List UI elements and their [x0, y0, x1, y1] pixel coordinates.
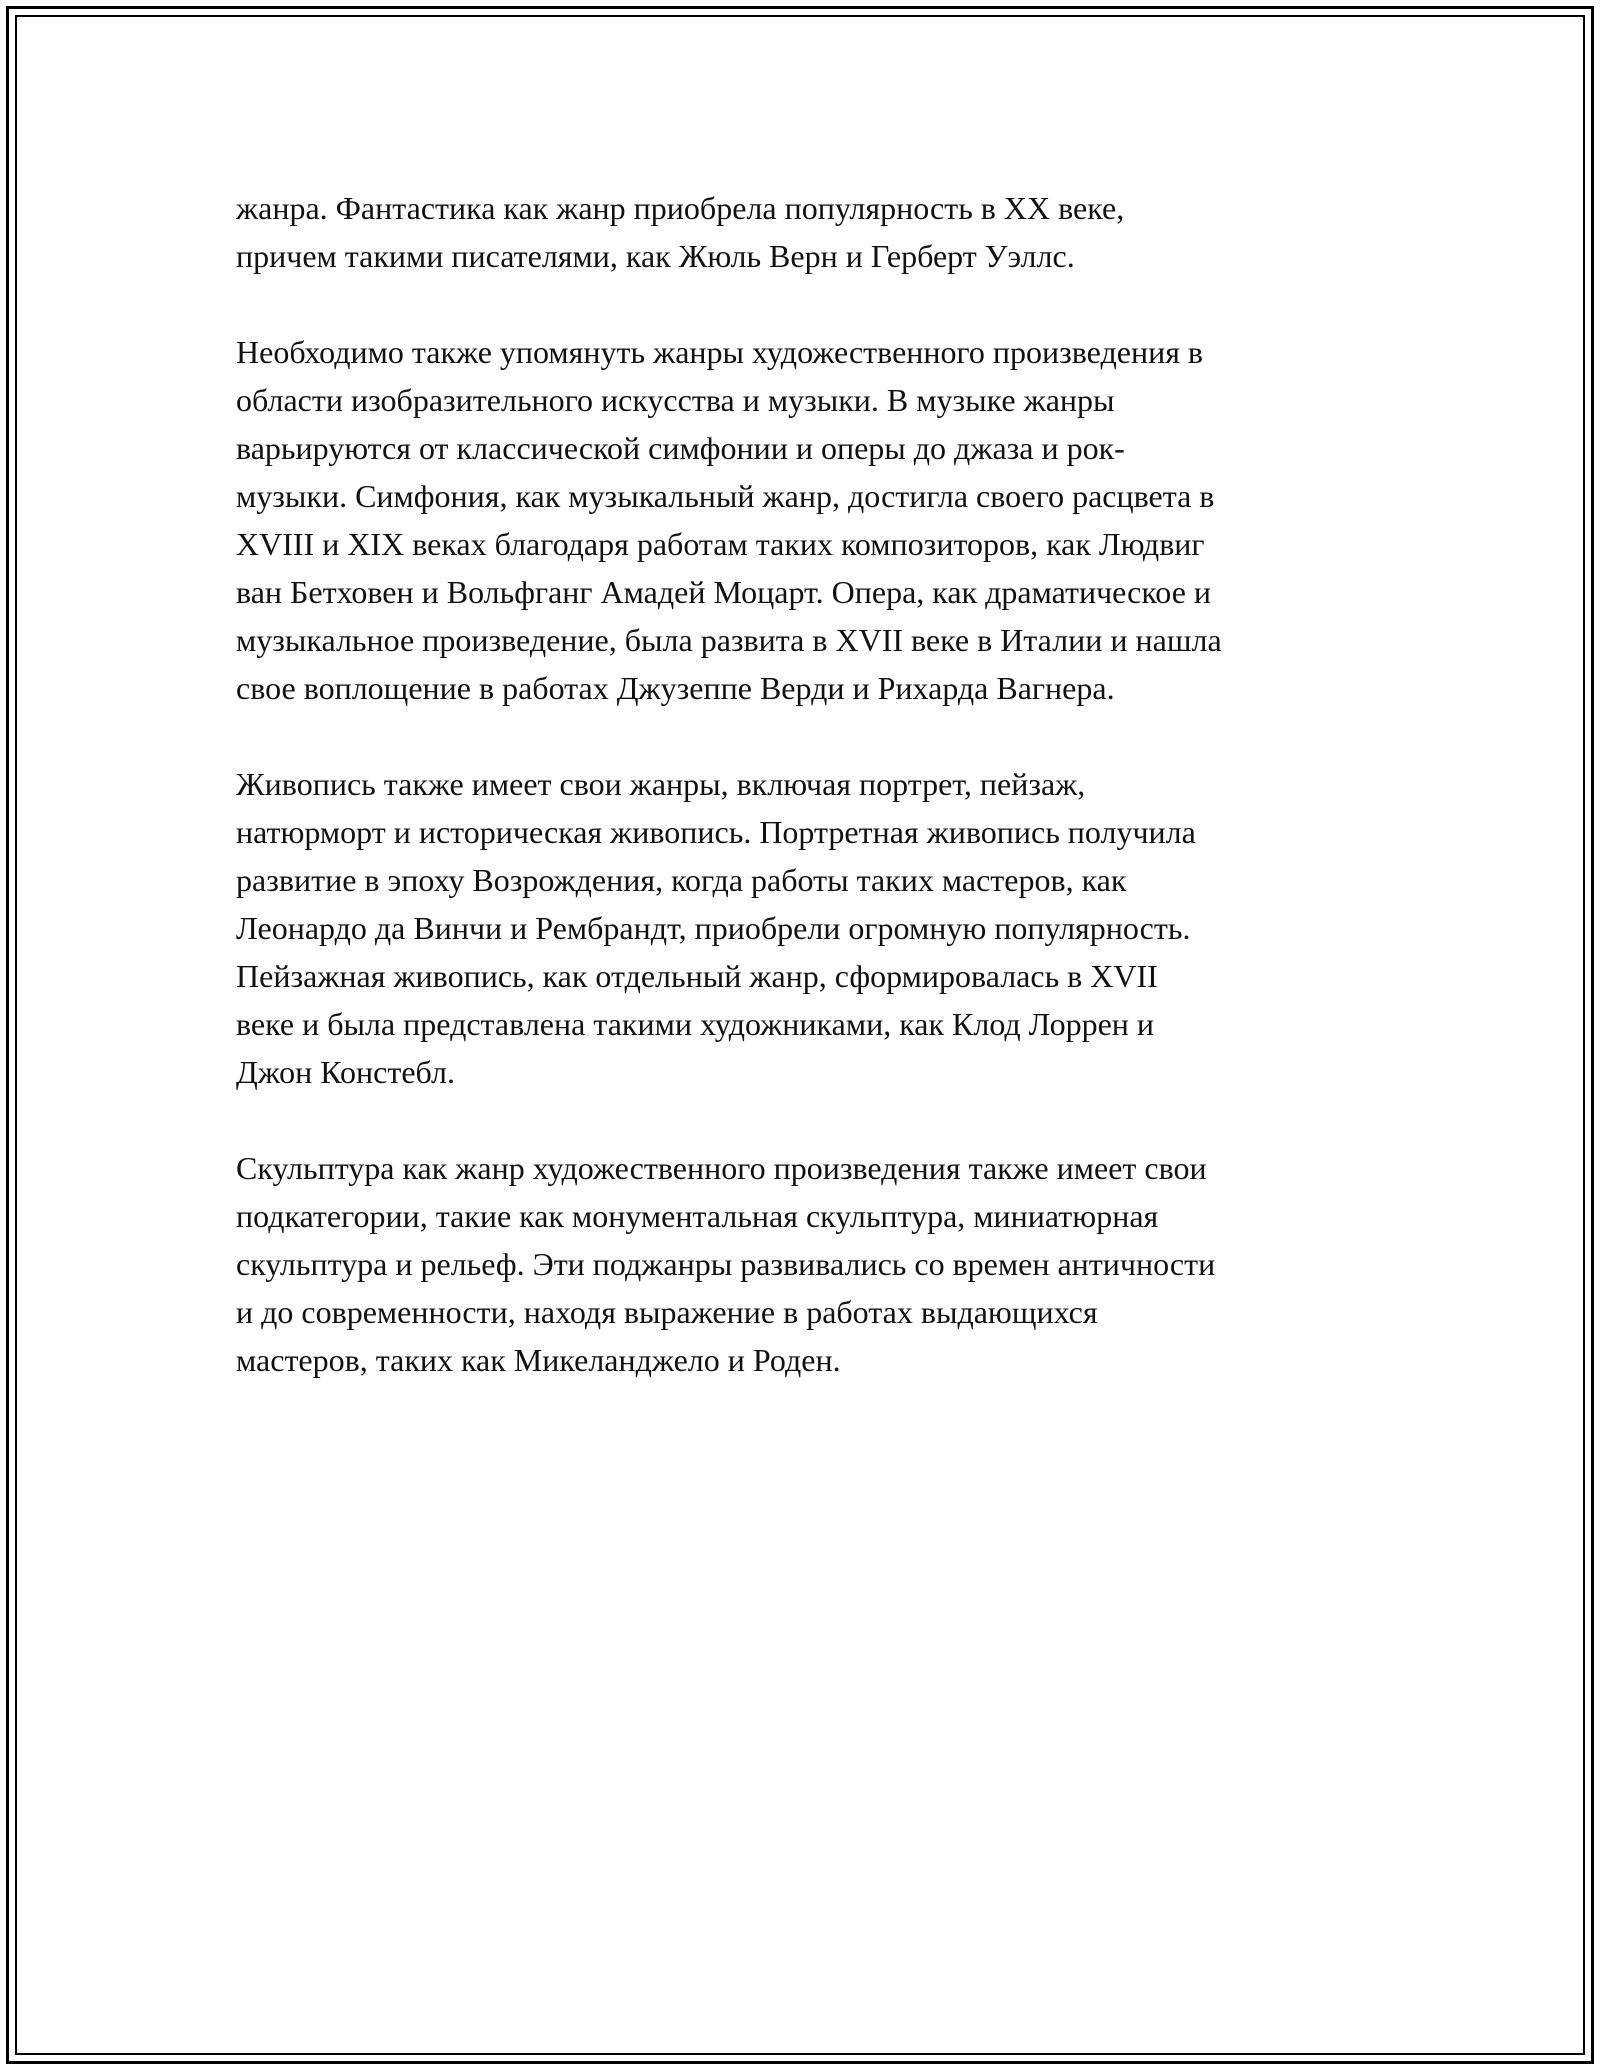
text-line: развитие в эпоху Возрождения, когда работы таких мастеров, как: [236, 862, 1127, 898]
text-line: ван Бетховен и Вольфганг Амадей Моцарт. Опера, как драматическое и: [236, 574, 1212, 610]
text-line: жанра. Фантастика как жанр приобрела популярность в XX веке,: [236, 190, 1125, 226]
text-line: Скульптура как жанр художественного произведения также имеет свои: [236, 1150, 1207, 1186]
paragraph-1: [236, 184, 1376, 280]
paragraph-4: [236, 1144, 1376, 1384]
text-line: Живопись также имеет свои жанры, включая портрет, пейзаж,: [236, 766, 1086, 802]
text-line: Джон Констебл.: [236, 1054, 455, 1090]
text-line: веке и была представлена такими художниками, как Клод Лоррен и: [236, 1006, 1155, 1042]
text-line: свое воплощение в работах Джузеппе Верди и Рихарда Вагнера.: [236, 670, 1115, 706]
text-line: натюрморт и историческая живопись. Портретная живопись получила: [236, 814, 1196, 850]
text-line: музыки. Симфония, как музыкальный жанр, достигла своего расцвета в: [236, 478, 1215, 514]
text-line: причем такими писателями, как Жюль Верн и Герберт Уэллс.: [236, 238, 1075, 274]
text-line: XVIII и XIX веках благодаря работам таких композиторов, как Людвиг: [236, 526, 1205, 562]
text-line: Необходимо также упомянуть жанры художественного произведения в: [236, 334, 1204, 370]
text-line: Пейзажная живопись, как отдельный жанр, сформировалась в XVII: [236, 958, 1158, 994]
document-body: [236, 184, 1376, 1432]
text-line: подкатегории, такие как монументальная скульптура, миниатюрная: [236, 1198, 1159, 1234]
text-line: варьируются от классической симфонии и оперы до джаза и рок-: [236, 430, 1125, 466]
text-line: мастеров, таких как Микеланджело и Роден.: [236, 1342, 841, 1378]
text-line: области изобразительного искусства и музыки. В музыке жанры: [236, 382, 1115, 418]
text-line: Леонардо да Винчи и Рембрандт, приобрели огромную популярность.: [236, 910, 1191, 946]
paragraph-3: [236, 760, 1376, 1096]
paragraph-2: [236, 328, 1376, 712]
text-line: и до современности, находя выражение в работах выдающихся: [236, 1294, 1098, 1330]
text-line: музыкальное произведение, была развита в XVII веке в Италии и нашла: [236, 622, 1222, 658]
text-line: скульптура и рельеф. Эти поджанры развивались со времен античности: [236, 1246, 1216, 1282]
